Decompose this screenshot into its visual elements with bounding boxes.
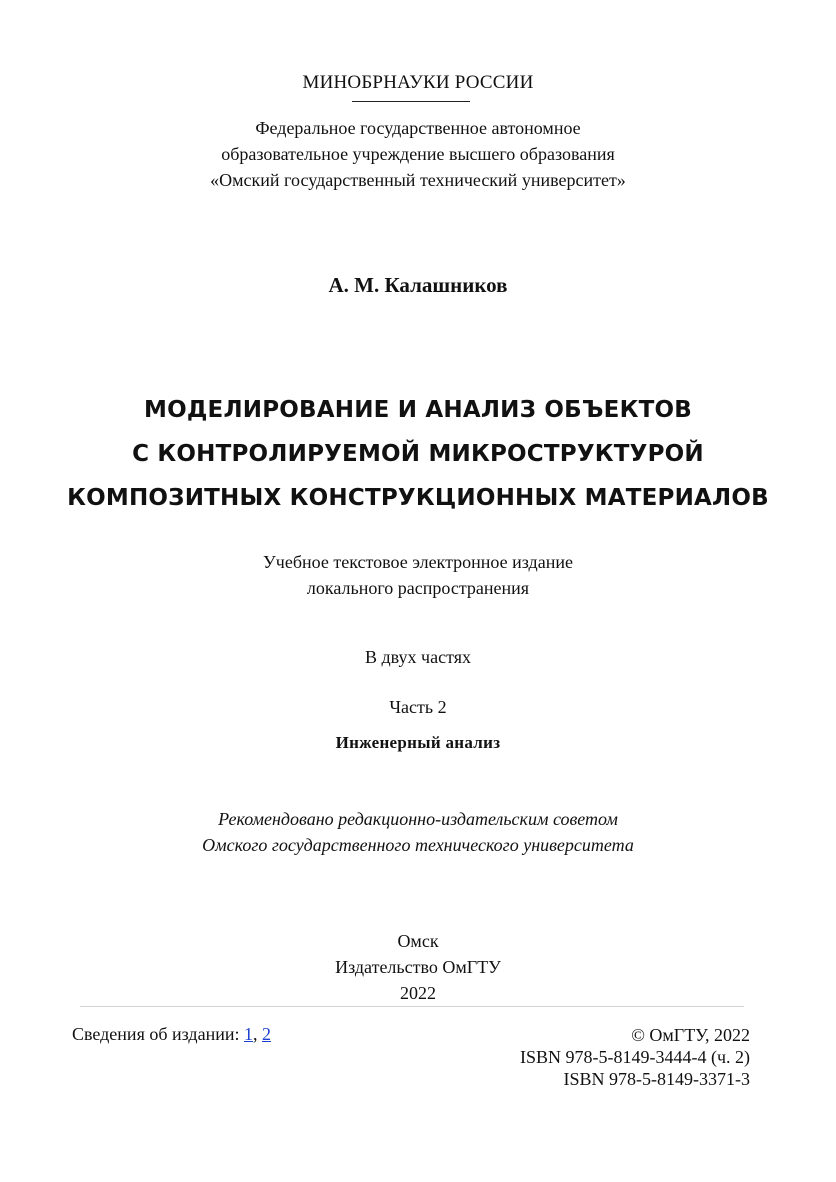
part-title: Инженерный анализ — [335, 733, 501, 752]
ministry-underline — [352, 101, 470, 102]
edition-link-2[interactable]: 2 — [261, 1024, 271, 1044]
rights-block — [520, 1024, 750, 1090]
recommendation-line: Рекомендовано редакционно-издательским советом — [218, 809, 618, 829]
imprint-publisher: Издательство ОмГТУ — [335, 957, 501, 977]
recommendation — [0, 806, 836, 858]
edition-link-1[interactable]: 1 — [243, 1024, 253, 1044]
parts-note: В двух частях — [365, 647, 471, 667]
copyright: © ОмГТУ, 2022 — [631, 1025, 750, 1045]
edition-info-label: Сведения об издании: — [72, 1024, 240, 1044]
isbn-part: ISBN 978-5-8149-3444-4 (ч. 2) — [519, 1047, 750, 1067]
institution-name — [0, 115, 836, 193]
title-line: С КОНТРОЛИРУЕМОЙ МИКРОСТРУКТУРОЙ — [132, 441, 704, 467]
isbn-set: ISBN 978-5-8149-3371-3 — [563, 1069, 750, 1089]
author-name: А. М. Калашников — [328, 273, 508, 297]
institution-line: «Омский государственный технический университет» — [210, 170, 626, 190]
institution-line: образовательное учреждение высшего образования — [221, 144, 615, 164]
edition-info: Сведения об издании: 1, 2 — [72, 1024, 271, 1044]
edition-type-line: Учебное текстовое электронное издание — [263, 552, 573, 572]
book-title — [0, 388, 836, 520]
imprint — [0, 928, 836, 1006]
part-number: Часть 2 — [389, 697, 447, 717]
recommendation-line: Омского государственного технического университета — [202, 835, 634, 855]
imprint-city: Омск — [397, 931, 439, 951]
title-line: МОДЕЛИРОВАНИЕ И АНАЛИЗ ОБЪЕКТОВ — [144, 397, 692, 423]
ministry-name: МИНОБРНАУКИ РОССИИ — [302, 72, 534, 93]
edition-type-line: локального распространения — [306, 578, 530, 598]
edition-type — [0, 549, 836, 601]
footer-divider — [80, 1006, 744, 1007]
imprint-year: 2022 — [400, 983, 436, 1003]
title-line: КОМПОЗИТНЫХ КОНСТРУКЦИОННЫХ МАТЕРИАЛОВ — [67, 485, 769, 511]
institution-line: Федеральное государственное автономное — [255, 118, 581, 138]
